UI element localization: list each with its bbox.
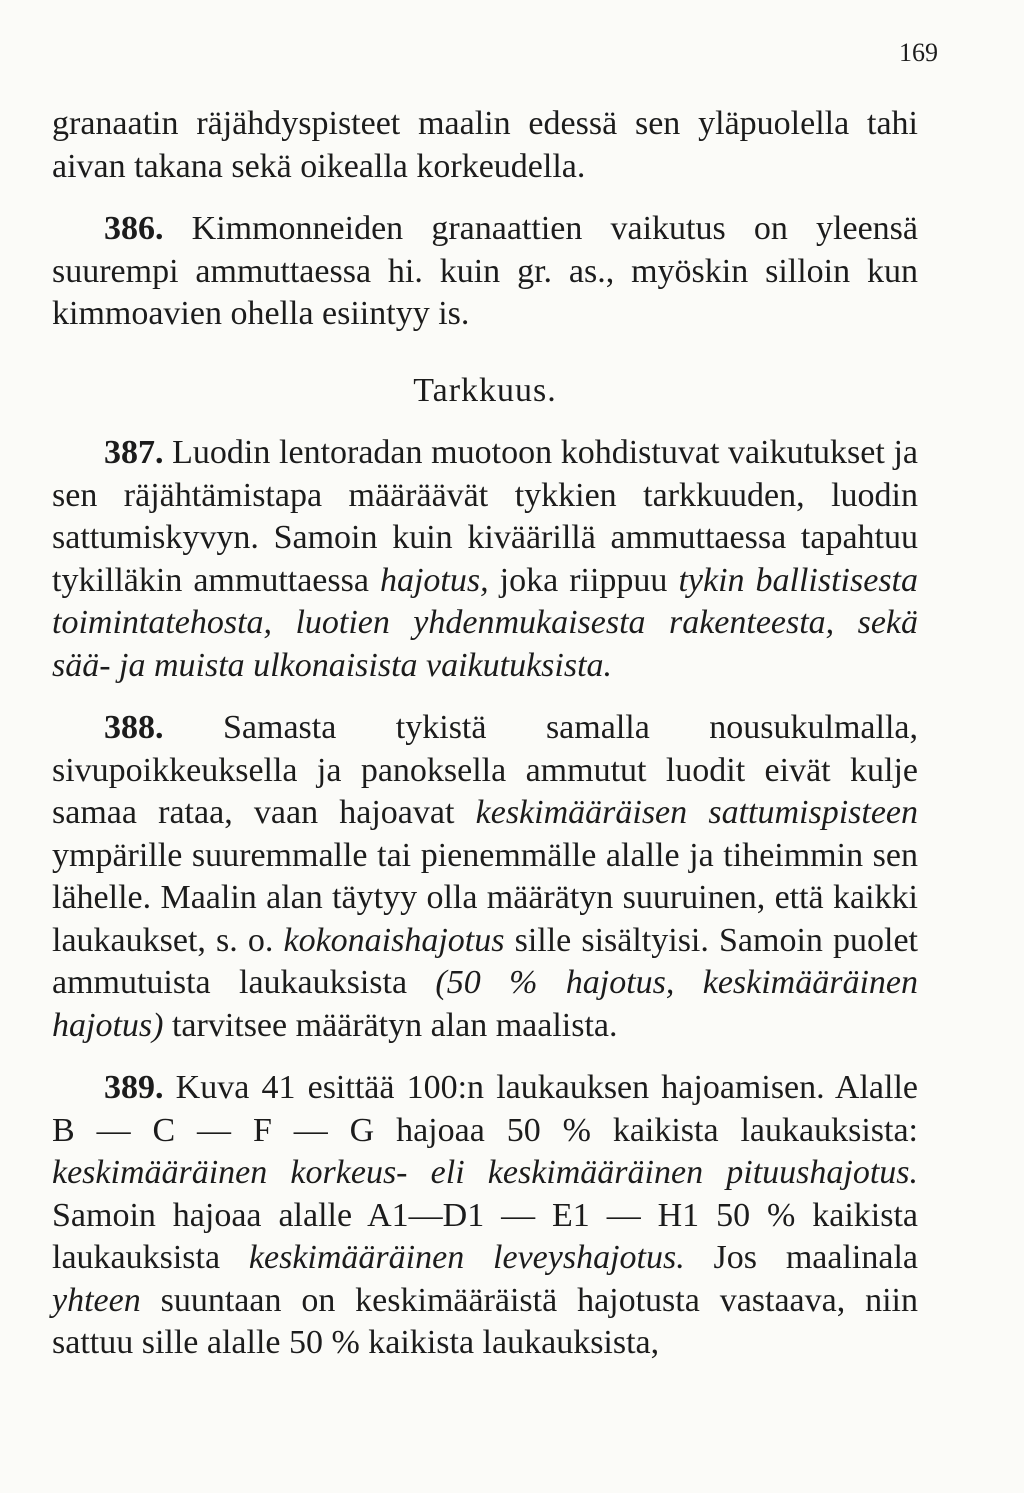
- section-386: 386. Kimmonneiden granaattien vaikutus on yleensä suurempi ammuttaessa hi. kuin gr. as., myöskin silloin kun kimmoavien ohella esiintyy is.: [52, 210, 918, 332]
- section-387: 387. Luodin lentoradan muotoon kohdistuvat vaikutukset ja sen räjähtämistapa määräävät tykkien tarkkuuden, luodin sattumiskyvyn. Samoin kuin kiväärillä ammuttaessa tapahtuu tykilläkin ammuttaessa hajotus, joka riippuu tykin ballistisesta toimintatehosta, luotien yhdenmukaisesta rakenteesta, sekä sää- ja muista ulkonaisista vaikutuksista.: [52, 434, 918, 684]
- section-389: 389. Kuva 41 esittää 100:n laukauksen hajoamisen. Alalle B — C — F — G hajoaa 50 % kaikista laukauksista: keskimääräinen korkeus- eli keskimääräinen pituushajotus. Samoin hajoaa alalle A1—D1 — E1 — H1 50 % kaikista laukauksista keskimääräinen leveyshajotus. Jos maalinala yhteen suuntaan on keskimääräistä hajotusta vastaava, niin sattuu sille alalle 50 % kaikista laukauksista,: [52, 1069, 918, 1361]
- italic-term: tykin ballistisesta toimintatehosta, luotien yhdenmukaisesta rakenteesta, sekä sää- ja muista ulkonaisista vaikutuksista.: [52, 561, 918, 684]
- section-number: 386.: [104, 210, 164, 247]
- section-388: 388. Samasta tykistä samalla nousukulmalla, sivupoikkeuksella ja panoksella ammutut luodit eivät kulje samaa rataa, vaan hajoavat keskimääräisen sattumispisteen ympärille suuremmalle tai pienemmälle alalle ja tiheimmin sen lähelle. Maalin alan täytyy olla määrätyn suuruinen, että kaikki laukaukset, s. o. kokonaishajotus sille sisältyisi. Samoin puolet ammutuista laukauksista (50 % hajotus, keskimääräinen hajotus) tarvitsee määrätyn alan maalista.: [52, 709, 919, 1044]
- italic-term: keskimääräisen sattumispisteen: [475, 794, 919, 831]
- italic-term: yhteen: [52, 1281, 141, 1319]
- body-text: [52, 103, 918, 1365]
- section-number: 388.: [104, 709, 164, 746]
- section-number: 387.: [104, 434, 164, 471]
- italic-term: keskimääräinen korkeus- eli keskimääräinen pituushajotus.: [52, 1154, 918, 1191]
- italic-term: (50 % hajotus, keskimääräinen hajotus): [52, 964, 919, 1044]
- italic-term: hajotus,: [379, 561, 489, 599]
- italic-term: kokonaishajotus: [283, 921, 505, 959]
- paragraph-continuation: granaatin räjähdyspisteet maalin edessä sen yläpuolella tahi aivan takana sekä oikealla korkeudella.: [52, 105, 918, 185]
- italic-term: keskimääräinen leveyshajotus.: [248, 1239, 685, 1276]
- page-number: 169: [899, 38, 938, 67]
- section-heading: Tarkkuus.: [413, 371, 557, 409]
- section-number: 389.: [104, 1069, 164, 1106]
